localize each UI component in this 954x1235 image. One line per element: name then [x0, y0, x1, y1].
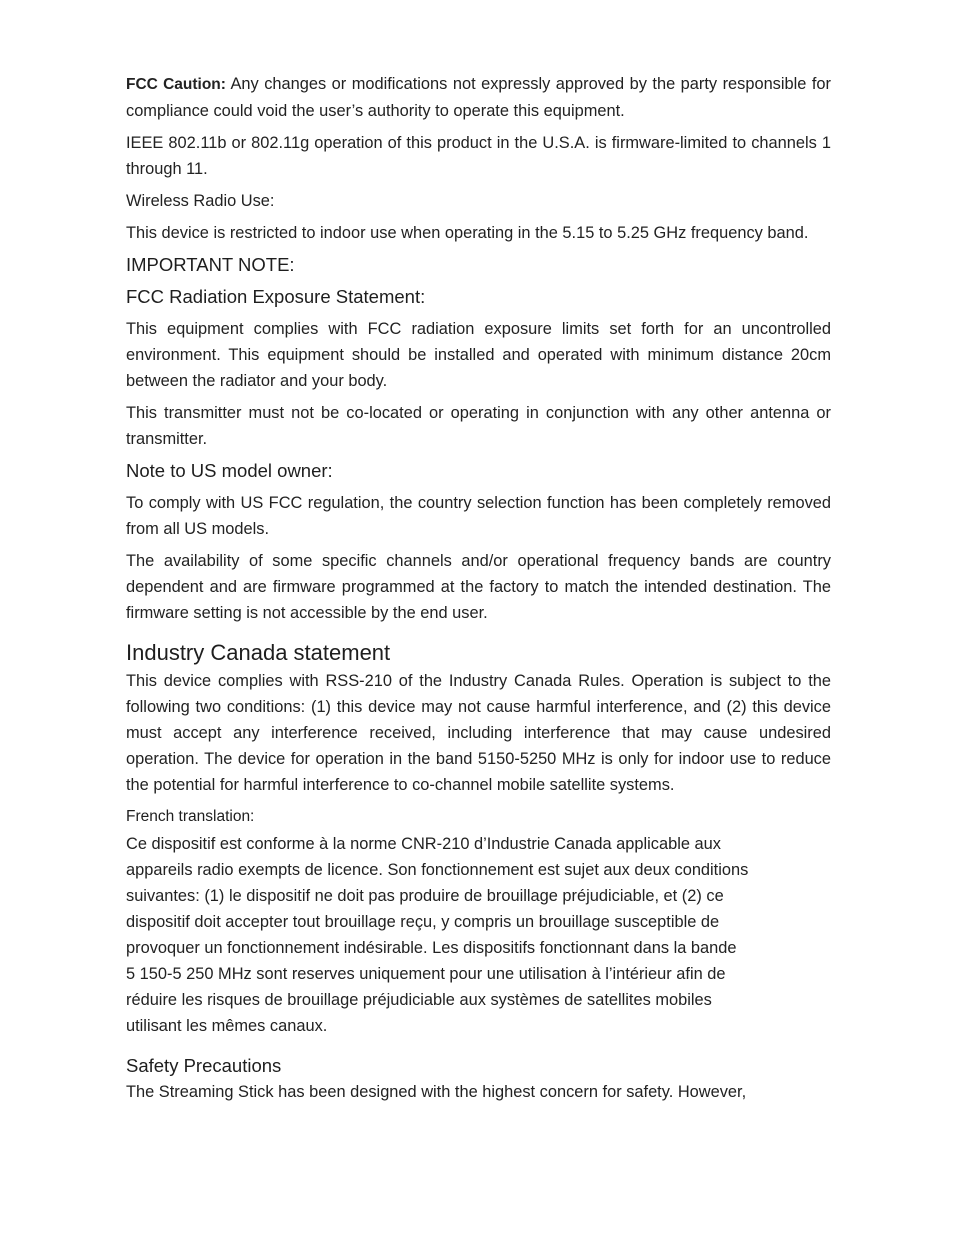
us-model-paragraph-2: The availability of some specific channels and/or operational frequency bands are country dependent and are firmware programmed at the factory to match the intended destination. The firmware setting is not accessible by the end user. — [126, 552, 831, 622]
industry-canada-heading: Industry Canada statement — [126, 640, 391, 665]
industry-canada-paragraph: This device complies with RSS-210 of the Industry Canada Rules. Operation is subject to the following two conditions: (1) this device may not cause harmful interference, and (2) this device must accept any interference received, including interference that may cause undesired operation. The device for operation in the band 5150-5250 MHz is only for indoor use to reduce the potential for harmful interference to co-channel mobile satellite systems. — [126, 672, 831, 794]
ieee-paragraph: IEEE 802.11b or 802.11g operation of this product in the U.S.A. is firmware-limited to channels 1 through 11. — [126, 134, 831, 178]
indoor-use-paragraph: This device is restricted to indoor use when operating in the 5.15 to 5.25 GHz frequency band. — [126, 224, 809, 242]
french-line: appareils radio exempts de licence. Son fonctionnement est sujet aux deux conditions — [126, 861, 749, 879]
fcc-caution-label: FCC Caution: — [126, 76, 226, 93]
french-line: suivantes: (1) le dispositif ne doit pas produire de brouillage préjudiciable, et (2) ce — [126, 887, 724, 905]
safety-paragraph: The Streaming Stick has been designed with the highest concern for safety. However, — [126, 1083, 747, 1101]
french-translation-block — [126, 831, 831, 1039]
co-location-paragraph: This transmitter must not be co-located or operating in conjunction with any other antenna or transmitter. — [126, 404, 831, 448]
french-line: 5 150-5 250 MHz sont reserves uniquement pour une utilisation à l’intérieur afin de — [126, 965, 726, 983]
important-note-heading: IMPORTANT NOTE: — [126, 254, 295, 275]
french-translation-heading: French translation: — [126, 808, 255, 825]
us-model-paragraph-1: To comply with US FCC regulation, the country selection function has been completely removed from all US models. — [126, 494, 831, 538]
french-line: réduire les risques de brouillage préjudiciable aux systèmes de satellites mobiles — [126, 991, 712, 1009]
us-model-owner-heading: Note to US model owner: — [126, 460, 333, 481]
french-line: Ce dispositif est conforme à la norme CNR-210 d’Industrie Canada applicable aux — [126, 835, 721, 853]
radiation-exposure-heading: FCC Radiation Exposure Statement: — [126, 286, 426, 307]
french-line: dispositif doit accepter tout brouillage reçu, y compris un brouillage susceptible de — [126, 913, 720, 931]
safety-precautions-heading: Safety Precautions — [126, 1055, 282, 1076]
fcc-caution-paragraph — [126, 71, 831, 124]
french-line: utilisant les mêmes canaux. — [126, 1017, 328, 1035]
radiation-exposure-paragraph: This equipment complies with FCC radiation exposure limits set forth for an uncontrolled environment. This equipment should be installed and operated with minimum distance 20cm between the radiator and your body. — [126, 320, 831, 390]
fcc-caution-text: Any changes or modifications not expressly approved by the party responsible for compliance could void the user’s authority to operate this equipment. — [126, 75, 831, 120]
french-line: provoquer un fonctionnement indésirable. Les dispositifs fonctionnant dans la bande — [126, 939, 737, 957]
wireless-radio-use-label: Wireless Radio Use: — [126, 192, 275, 210]
